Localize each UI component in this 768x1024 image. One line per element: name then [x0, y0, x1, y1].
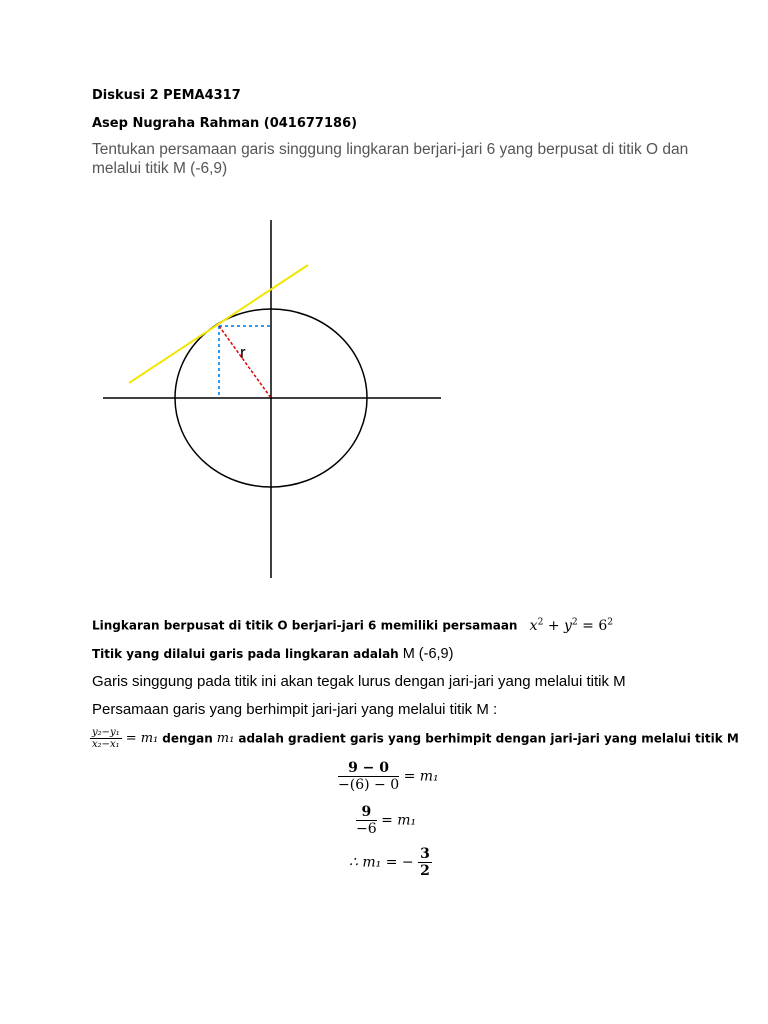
circle-equation: $x^2 + y^2 = 6^2$	[529, 617, 614, 634]
p2-text: Titik yang dilalui garis pada lingkaran adalah	[92, 647, 399, 661]
p5-m1: m₁	[216, 731, 235, 746]
eq2-rhs: = m₁	[381, 812, 417, 829]
paragraph-perpendicular: Garis singgung pada titik ini akan tegak lurus dengan jari-jari yang melalui titik M	[92, 673, 626, 690]
tangent-line	[129, 265, 308, 383]
slope-fraction: $\frac{\text{y₂−y₁}}{\text{x₂−x₁}}$	[92, 727, 120, 750]
paragraph-point	[92, 645, 453, 663]
p5-rest: adalah gradient garis yang berhimpit dengan jari-jari yang melalui titik M	[238, 731, 739, 746]
eq1-fraction: $\frac{9 - 0}{-(6) - 0}$	[338, 760, 400, 793]
paragraph-circle-equation	[92, 617, 613, 634]
paragraph-gradient	[90, 727, 739, 750]
radius-label: r	[240, 343, 246, 362]
eq2-fraction: $\frac{9}{-6}$	[356, 804, 377, 837]
equation-3	[349, 846, 432, 879]
slope-equals: = m₁	[125, 731, 159, 746]
eq1-rhs: = m₁	[403, 768, 439, 785]
point-m: M (-6,9)	[402, 646, 454, 662]
eq3-lhs: ∴ m₁ = −	[349, 854, 414, 871]
equation-1	[338, 760, 439, 793]
question-line-1: Tentukan persamaan garis singgung lingkaran berjari-jari 6 yang berpusat di titik O dan	[92, 141, 689, 158]
radius-line	[219, 326, 271, 398]
p5-dengan: dengan	[162, 731, 213, 746]
eq3-fraction: $\frac{3}{2}$	[420, 846, 430, 879]
p1-text: Lingkaran berpusat di titik O berjari-jari 6 memiliki persamaan	[92, 618, 518, 633]
course-title: Diskusi 2 PEMA4317	[92, 88, 241, 103]
equation-2	[356, 804, 416, 837]
author-name: Asep Nugraha Rahman (041677186)	[92, 116, 358, 131]
paragraph-radius-line: Persamaan garis yang berhimpit jari-jari yang melalui titik M :	[92, 701, 498, 718]
question-line-2: melalui titik M (-6,9)	[92, 160, 228, 177]
